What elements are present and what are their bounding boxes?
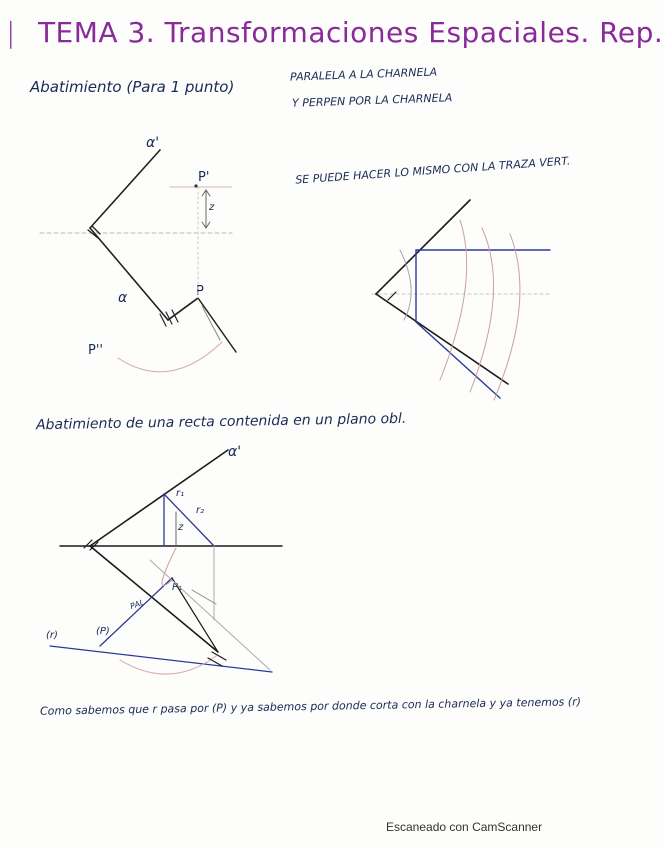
label-p1: P₁	[172, 582, 183, 593]
note-line-1: PARALELA A LA CHARNELA	[289, 65, 438, 84]
label-p-paren: (P)	[96, 626, 110, 637]
title-bar: |	[6, 16, 16, 49]
note-line-3: SE PUEDE HACER LO MISMO CON LA TRAZA VERT.	[294, 154, 571, 187]
diagram-1	[40, 150, 236, 372]
label-p-prime: P'	[198, 170, 210, 185]
label-alpha-prime-1: α'	[146, 135, 160, 151]
label-r1: r₁	[176, 488, 185, 499]
label-r-paren: (r)	[46, 630, 58, 641]
label-p: P	[196, 284, 204, 299]
scanner-footer: Escaneado con CamScanner	[386, 820, 543, 834]
title-text: TEMA 3. Transformaciones Espaciales. Rep.	[37, 16, 663, 49]
label-alpha-1: α	[118, 290, 128, 306]
diagram-1-right	[372, 200, 552, 400]
label-z-2: z	[178, 522, 184, 533]
label-ptl: PAL	[128, 597, 146, 612]
label-r2: r₂	[196, 505, 205, 516]
section2-heading: Abatimiento de una recta contenida en un plano obl.	[35, 410, 407, 434]
footnote: Como sabemos que r pasa por (P) y ya sabemos por donde corta con la charnela y ya tenemos (r)	[39, 695, 582, 718]
section1-heading: Abatimiento (Para 1 punto)	[30, 78, 235, 96]
label-alpha-prime-2: α'	[228, 444, 242, 460]
diagram-2	[50, 450, 282, 674]
label-p-double: P''	[88, 343, 103, 358]
note-line-2: Y PERPEN POR LA CHARNELA	[291, 91, 453, 110]
label-z-1: z	[209, 202, 215, 213]
